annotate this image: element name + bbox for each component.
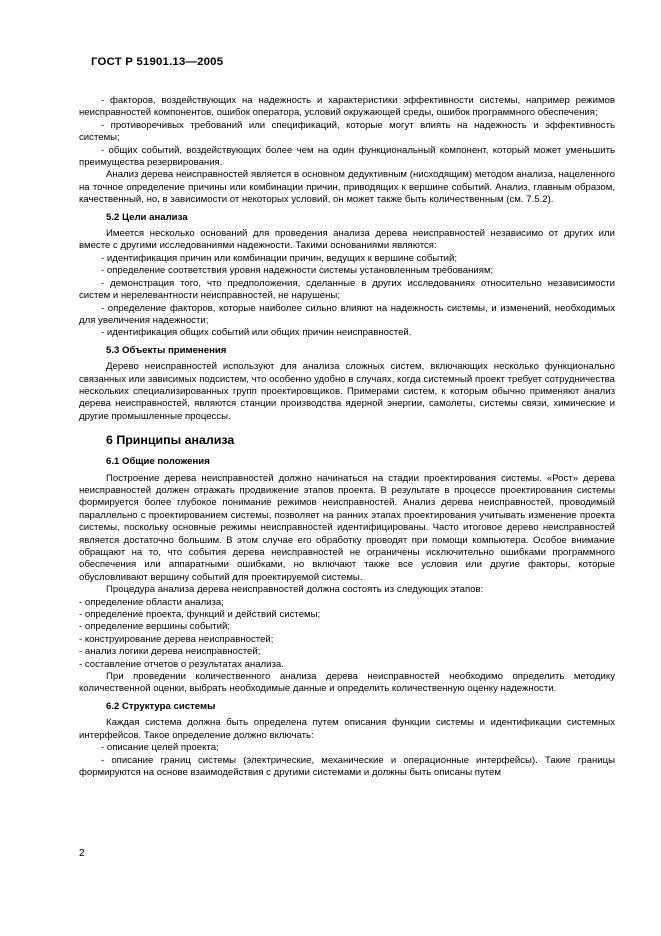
list-item: - определение соответствия уровня надежности системы установленным требованиям; — [101, 265, 494, 277]
section-6-heading: 6 Принципы анализа — [106, 433, 235, 448]
intro-paragraph: Анализ дерева неисправностей является в основном дедуктивным (нисходящим) методом анализа, нацеленного на точное определение причины или комбинации причин, приводящих к вершине событий. Анализ, главным образом, качественный, но, в зависимости от некоторых условий, он может также быть количественным (см. 7.5.2). — [79, 169, 615, 206]
section-5-3-paragraph: Дерево неисправностей используют для анализа сложных систем, включающих несколько функционально связанных или зависимых подсистем, что особенно удобно в случаях, когда системный проект требует сотрудничества нескольких специализированных групп проектировщиков. Примерами систем, к которым обычно применяют анализ дерева неисправностей, являются станции производства ядерной энергии, самолеты, системы связи, химические и другие промышленные процессы. — [79, 361, 615, 422]
page-body — [79, 95, 615, 779]
list-item: - идентификация причин или комбинации причин, ведущих к вершине событий; — [101, 252, 457, 264]
section-6-1-heading: 6.1 Общие положения — [106, 456, 210, 468]
list-item: - анализ логики дерева неисправностей; — [79, 646, 261, 658]
section-6-1-paragraph: Построение дерева неисправностей должно начинаться на стадии проектирования системы. «Рост» дерева неисправностей должен отражать продвижение этапов проекта. В результате в процессе проектирования системы формируется более глубокое понимание режимов неисправностей. Анализ дерева неисправностей, проводимый параллельно с проектированием системы, позволяет на ранних этапах проектирования учитывать изменение проекта системы, поскольку основные режимы неисправностей идентифицированы. Часто итоговое дерево неисправностей является достаточно большим. В этом случае его обработку проводят при помощи компьютера. Особое внимание обращают на то, что события дерева неисправностей не ограничены исключительно ошибками программного обеспечения или аппаратными ошибками, но включают также все условия или другие факторы, которые обусловливают вершину событий для проектируемой системы. — [79, 472, 615, 583]
intro-item-3: - общих событий, воздействующих более чем на один функциональный компонент, который может уменьшить преимущества резервирования. — [79, 144, 615, 169]
section-5-3-heading: 5.3 Объекты применения — [106, 344, 227, 356]
list-item: - определение вершины событий; — [79, 621, 231, 633]
list-item: - конструирование дерева неисправностей; — [79, 633, 274, 645]
section-6-2-heading: 6.2 Структура системы — [106, 700, 216, 712]
list-item: - описание границ системы (электрические, механические и операционные интерфейсы). Такие границы формируются на основе взаимодействия с другими системами и должны быть описаны путем — [79, 754, 615, 778]
list-item: - идентификация общих событий или общих причин неисправностей. — [101, 327, 412, 339]
list-item: - демонстрация того, что предположения, сделанные в других исследованиях относительно независимости систем и нерелевантности неисправностей, не нарушены; — [79, 277, 615, 302]
intro-item-2: - противоречивых требований или спецификаций, которые могут влиять на надежность и эффективность системы; — [79, 119, 615, 144]
list-item: - составление отчетов о результатах анализа. — [79, 658, 284, 670]
section-6-1-closing-paragraph: При проведении количественного анализа дерева неисправностей необходимо определить методику количественной оценки, выбрать необходимые данные и определить количественную оценку надежности. — [79, 671, 615, 695]
document-header: ГОСТ Р 51901.13—2005 — [91, 56, 224, 68]
section-5-2-heading: 5.2 Цели анализа — [106, 211, 188, 223]
list-item: - определение области анализа; — [79, 596, 224, 608]
list-item: - определение факторов, которые наиболее сильно влияют на надежность системы, и изменений, необходимых для увеличения надежности; — [79, 302, 615, 326]
intro-item-1: - факторов, воздействующих на надежность и характеристики эффективности системы, например режимов неисправностей компонентов, ошибок оператора, условий окружающей среды, ошибок программного обеспечения; — [79, 95, 615, 119]
section-6-2-paragraph: Каждая система должна быть определена путем описания функции системы и идентификации системных интерфейсов. Такое определение должно включать: — [79, 717, 615, 741]
list-item: - определение проекта, функций и действий системы; — [79, 609, 321, 621]
section-5-2-paragraph: Имеется несколько оснований для проведения анализа дерева неисправностей независимо от других или вместе с другими исследованиями надежности. Такими основаниями являются: — [79, 228, 615, 252]
section-6-1-procedure-intro: Процедура анализа дерева неисправностей должна состоять из следующих этапов: — [106, 584, 484, 596]
list-item: - описание целей проекта; — [101, 742, 219, 754]
page-number: 2 — [79, 848, 85, 859]
